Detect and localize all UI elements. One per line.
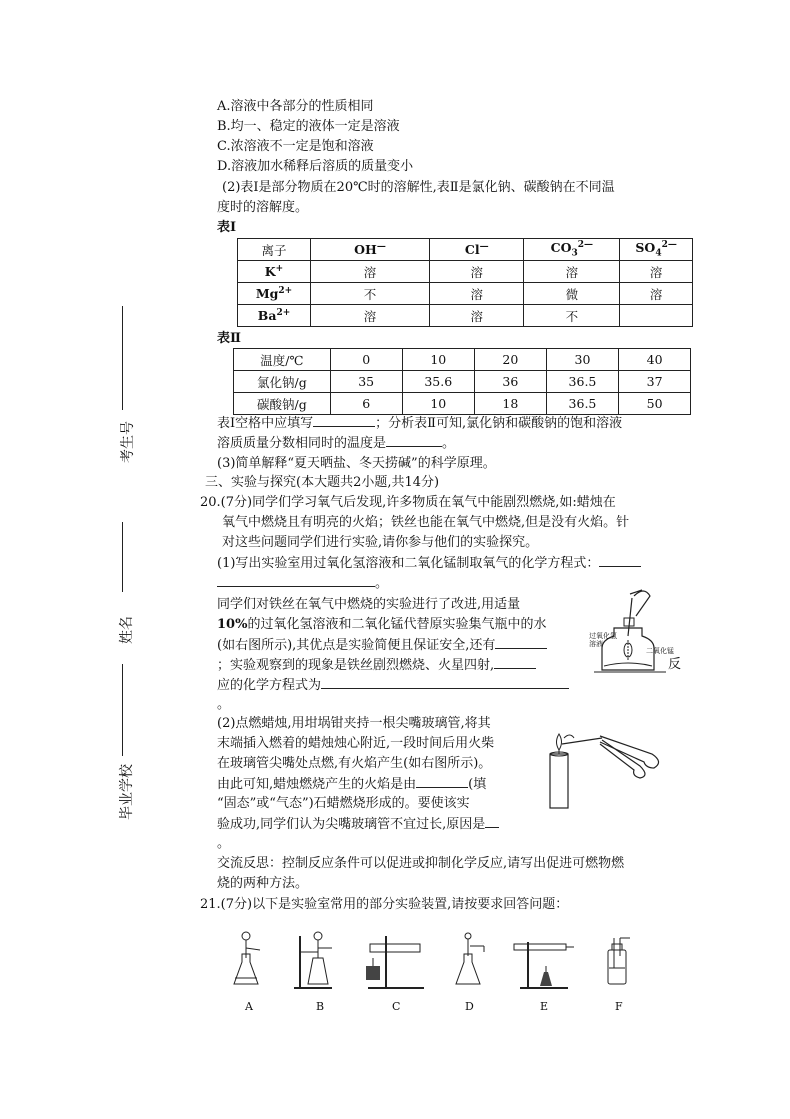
table-cell: 不 (524, 305, 620, 327)
answer-blank[interactable] (416, 775, 468, 788)
answer-blank[interactable] (485, 815, 499, 828)
apparatus-e (514, 942, 574, 988)
fig1-label-right: 二氧化锰 (646, 647, 674, 655)
q20-2-line5: “固态”或“气态”)石蜡燃烧形成的。要使该实 (217, 796, 470, 811)
option-a: A.溶液中各部分的性质相同 (217, 99, 374, 114)
q20-line2: 氧气中燃烧且有明亮的火焰；铁丝也能在氧气中燃烧,但是没有火焰。针 (222, 515, 630, 530)
table-cell: 40 (619, 349, 691, 371)
apparatus-label-a: A (245, 1000, 253, 1013)
q20-p6: 。 (217, 697, 231, 712)
q20-2-line1: (2)点燃蜡烛,用坩埚钳夹持一根尖嘴玻璃管,将其 (217, 716, 491, 731)
table1-row-ba: $Ba^{2+}$ (238, 305, 311, 327)
apparatus-a (234, 932, 260, 984)
school-line[interactable] (122, 664, 123, 756)
table-row (234, 371, 691, 393)
answer-blank[interactable] (599, 554, 641, 567)
apparatus-label-e: E (540, 1000, 549, 1013)
option-b: B.均一、稳定的液体一定是溶液 (217, 119, 400, 134)
answer-blank[interactable] (386, 434, 442, 447)
answer-blank[interactable] (495, 636, 547, 649)
table1-header-co3: $CO_3^{2—}$ (524, 239, 620, 261)
q21-line1: 21.(7分)以下是实验室常用的部分实验装置,请按要求回答问题： (200, 897, 569, 912)
table-cell: 溶 (311, 305, 430, 327)
exam-no-line[interactable] (122, 306, 123, 410)
q20-2-line4: 由此可知,蜡烛燃烧产生的火焰是由 (填 (217, 777, 487, 792)
table-cell: 溶 (430, 305, 524, 327)
q20-p2: 10%的过氧化氢溶液和二氧化锰代替原实验集气瓶中的水 (217, 617, 547, 632)
table-cell (620, 305, 693, 327)
table-cell: 35.6 (402, 371, 474, 393)
table-cell: 36.5 (546, 371, 618, 393)
q19-fill-line1: 表Ⅰ空格中应填写 ；分析表Ⅱ可知,氯化钠和碳酸钠的饱和溶液 (217, 416, 623, 431)
apparatus-label-b: B (316, 1000, 325, 1013)
q20-p5: 应的化学方程式为 (217, 676, 569, 695)
table-cell: 溶 (430, 283, 524, 305)
table-cell: 溶 (620, 261, 693, 283)
apparatus-f (608, 938, 630, 984)
q19-fill-line2: 溶质质量分数相同时的温度是 。 (217, 436, 456, 451)
table2-row-label: 氯化钠/g (234, 371, 331, 393)
table-row (238, 283, 693, 305)
q19-2-line2: 度时的溶解度。 (217, 200, 309, 215)
table-cell: 36.5 (546, 393, 618, 415)
table-cell: 30 (546, 349, 618, 371)
lab-apparatus-figure (228, 928, 648, 994)
section-3-heading: 三、实验与探究(本大题共2小题,共14分) (205, 475, 440, 490)
q20-2-line7: 。 (217, 836, 231, 851)
answer-blank[interactable] (217, 574, 375, 587)
table-cell: 不 (311, 283, 430, 305)
solubility-temperature-table (233, 348, 691, 415)
table2-title: 表Ⅱ (217, 331, 241, 346)
table-row (234, 393, 691, 415)
q20-line3: 对这些问题同学们进行实验,请你参与他们的实验探究。 (222, 535, 539, 550)
name-line[interactable] (122, 522, 123, 592)
answer-blank[interactable] (494, 656, 536, 669)
q20-line1: 20.(7分)同学们学习氧气后发现,许多物质在氧气中能剧烈燃烧,如:蜡烛在 (200, 495, 616, 510)
answer-blank[interactable] (313, 414, 375, 427)
q20-reflection-line2: 烧的两种方法。 (217, 876, 309, 891)
q19-2-line1: (2)表Ⅰ是部分物质在20℃时的溶解性,表Ⅱ是氯化钠、碳酸钠在不同温 (222, 180, 615, 195)
apparatus-label-f: F (615, 1000, 623, 1013)
table-cell: 20 (475, 349, 547, 371)
table-cell: 50 (619, 393, 691, 415)
table-cell: 18 (475, 393, 547, 415)
table2-row-label: 碳酸钠/g (234, 393, 331, 415)
apparatus-b (294, 932, 332, 988)
q20-reflection-line1: 交流反思：控制反应条件可以促进或抑制化学反应,请写出促进可燃物燃 (217, 856, 625, 871)
table-cell: 溶 (620, 283, 693, 305)
table2-row-label: 温度/℃ (234, 349, 331, 371)
table1-header-ion: 离子 (238, 239, 311, 261)
school-label: 毕业学校 (119, 764, 135, 820)
q19-3: (3)简单解释“夏天晒盐、冬天捞碱”的科学原理。 (217, 456, 496, 471)
table1-header-oh: OH— (311, 239, 430, 261)
table-row (238, 305, 693, 327)
table1-header-so4: $SO_4^{2—}$ (620, 239, 693, 261)
option-d: D.溶液加水稀释后溶质的质量变小 (217, 159, 414, 174)
table-cell: 10 (402, 393, 474, 415)
table-cell: 36 (475, 371, 547, 393)
table-cell: 0 (330, 349, 402, 371)
table-cell: 溶 (311, 261, 430, 283)
table-cell: 溶 (524, 261, 620, 283)
fig1-label-left: 过氧化氢 溶液 (589, 632, 617, 648)
table-cell: 6 (330, 393, 402, 415)
q20-p1: 同学们对铁丝在氧气中燃烧的实验进行了改进,用适量 (217, 597, 521, 612)
apparatus-label-c: C (392, 1000, 401, 1013)
candle-tongs-figure (540, 728, 670, 810)
table-cell: 10 (402, 349, 474, 371)
q20-1: (1)写出实验室用过氧化氢溶液和二氧化锰制取氧气的化学方程式： (217, 554, 641, 573)
name-label: 姓名 (119, 616, 135, 644)
apparatus-c (366, 936, 424, 988)
table-row (238, 261, 693, 283)
solubility-table (237, 238, 693, 327)
apparatus-label-d: D (465, 1000, 474, 1013)
table-cell: 35 (330, 371, 402, 393)
table1-row-mg: $Mg^{2+}$ (238, 283, 311, 305)
table1-header-cl: Cl— (430, 239, 524, 261)
table-cell: 溶 (430, 261, 524, 283)
q20-2-line6: 验成功,同学们认为尖嘴玻璃管不宜过长,原因是 (217, 815, 499, 834)
q20-2-line3: 在玻璃管尖嘴处点燃,有火焰产生(如右图所示)。 (217, 756, 492, 771)
table1-row-k: K+ (238, 261, 311, 283)
table-cell: 37 (619, 371, 691, 393)
q20-p4: ；实验观察到的现象是铁丝剧烈燃烧、火星四射, (217, 656, 536, 675)
table1-title: 表Ⅰ (217, 220, 237, 235)
q20-1-line2: 。 (217, 574, 388, 593)
apparatus-d (456, 933, 484, 984)
q20-2-line2: 末端插入燃着的蜡烛烛心附近,一段时间后用火柴 (217, 736, 495, 751)
option-c: C.浓溶液不一定是饱和溶液 (217, 139, 374, 154)
answer-blank[interactable] (321, 676, 569, 689)
table-row (234, 349, 691, 371)
q20-p3: (如右图所示),其优点是实验简便且保证安全,还有 (217, 636, 547, 655)
q20-p4-tail: 反 (668, 657, 682, 672)
table-cell: 微 (524, 283, 620, 305)
exam-no-label: 考生号 (120, 421, 136, 463)
